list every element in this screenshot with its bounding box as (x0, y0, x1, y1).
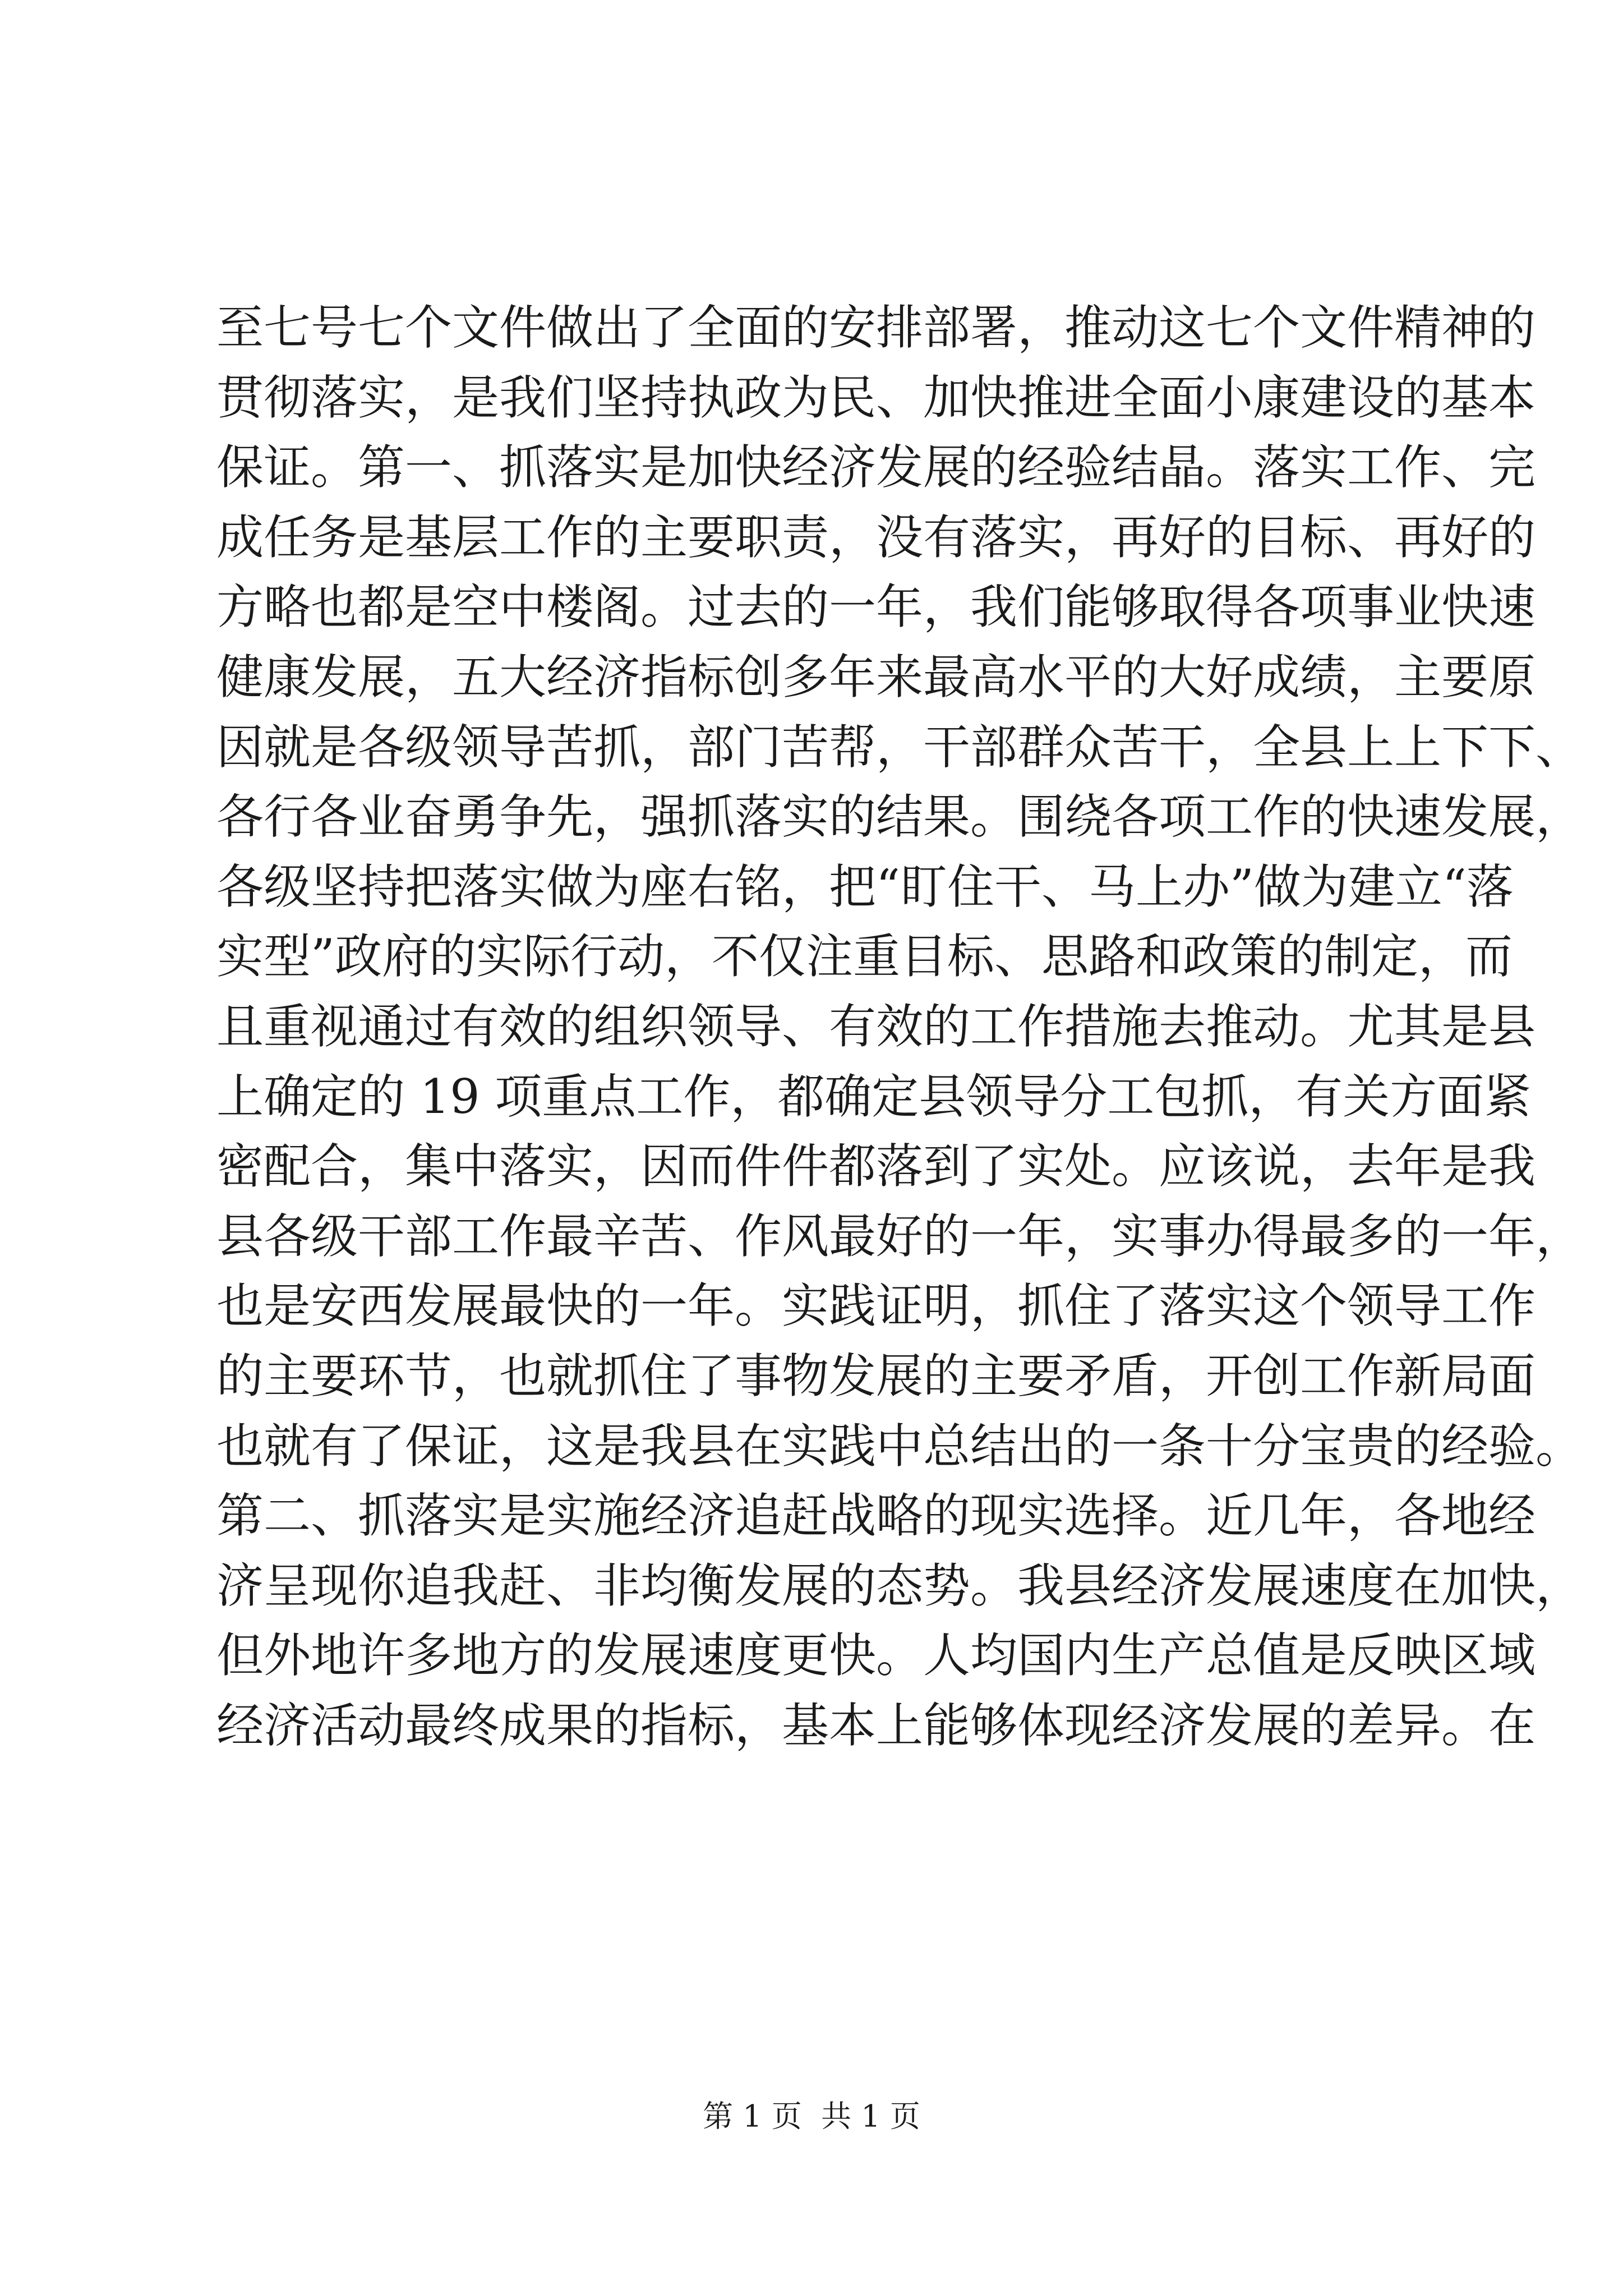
text-line: 各级坚持把落实做为座右铭，把“盯住干、马上办”做为建立“落 (216, 859, 1514, 914)
text-line: 经济活动最终成果的指标，基本上能够体现经济发展的差异。在 (216, 1697, 1536, 1753)
text-line: 方略也都是空中楼阁。过去的一年，我们能够取得各项事业快速 (216, 579, 1536, 635)
text-line: 且重视通过有效的组织领导、有效的工作措施去推动。尤其是县 (216, 999, 1536, 1054)
text-line: 也是安西发展最快的一年。实践证明，抓住了落实这个领导工作 (216, 1278, 1536, 1334)
text-line: 至七号七个文件做出了全面的安排部署，推动这七个文件精神的 (216, 300, 1536, 355)
text-line: 成任务是基层工作的主要职责，没有落实，再好的目标、再好的 (216, 509, 1536, 565)
text-line: 的主要环节，也就抓住了事物发展的主要矛盾，开创工作新局面 (216, 1348, 1536, 1404)
page-number-footer: 第 1 页 共 1 页 (703, 2099, 920, 2134)
text-line: 县各级干部工作最辛苦、作风最好的一年，实事办得最多的一年， (216, 1208, 1583, 1264)
text-line: 也就有了保证，这是我县在实践中总结出的一条十分宝贵的经验。 (216, 1418, 1583, 1474)
text-line: 各行各业奋勇争先，强抓落实的结果。围绕各项工作的快速发展， (216, 789, 1583, 845)
text-line: 保证。第一、抓落实是加快经济发展的经验结晶。落实工作、完 (216, 440, 1536, 495)
text-line: 密配合，集中落实，因而件件都落到了实处。应该说，去年是我 (216, 1139, 1536, 1194)
text-line: 但外地许多地方的发展速度更快。人均国内生产总值是反映区域 (216, 1628, 1536, 1683)
text-line: 因就是各级领导苦抓，部门苦帮，干部群众苦干，全县上上下下、 (216, 719, 1583, 775)
text-line: 实型”政府的实际行动，不仅注重目标、思路和政策的制定，而 (216, 929, 1513, 984)
text-line: 第二、抓落实是实施经济追赶战略的现实选择。近几年，各地经 (216, 1488, 1536, 1544)
text-line: 健康发展，五大经济指标创多年来最高水平的大好成绩，主要原 (216, 649, 1536, 705)
text-line: 上确定的 19 项重点工作，都确定县领导分工包抓，有关方面紧 (216, 1069, 1532, 1124)
text-line: 贯彻落实，是我们坚持执政为民、加快推进全面小康建设的基本 (216, 370, 1536, 425)
body-text (216, 293, 1583, 1760)
text-line: 济呈现你追我赶、非均衡发展的态势。我县经济发展速度在加快， (216, 1558, 1583, 1613)
